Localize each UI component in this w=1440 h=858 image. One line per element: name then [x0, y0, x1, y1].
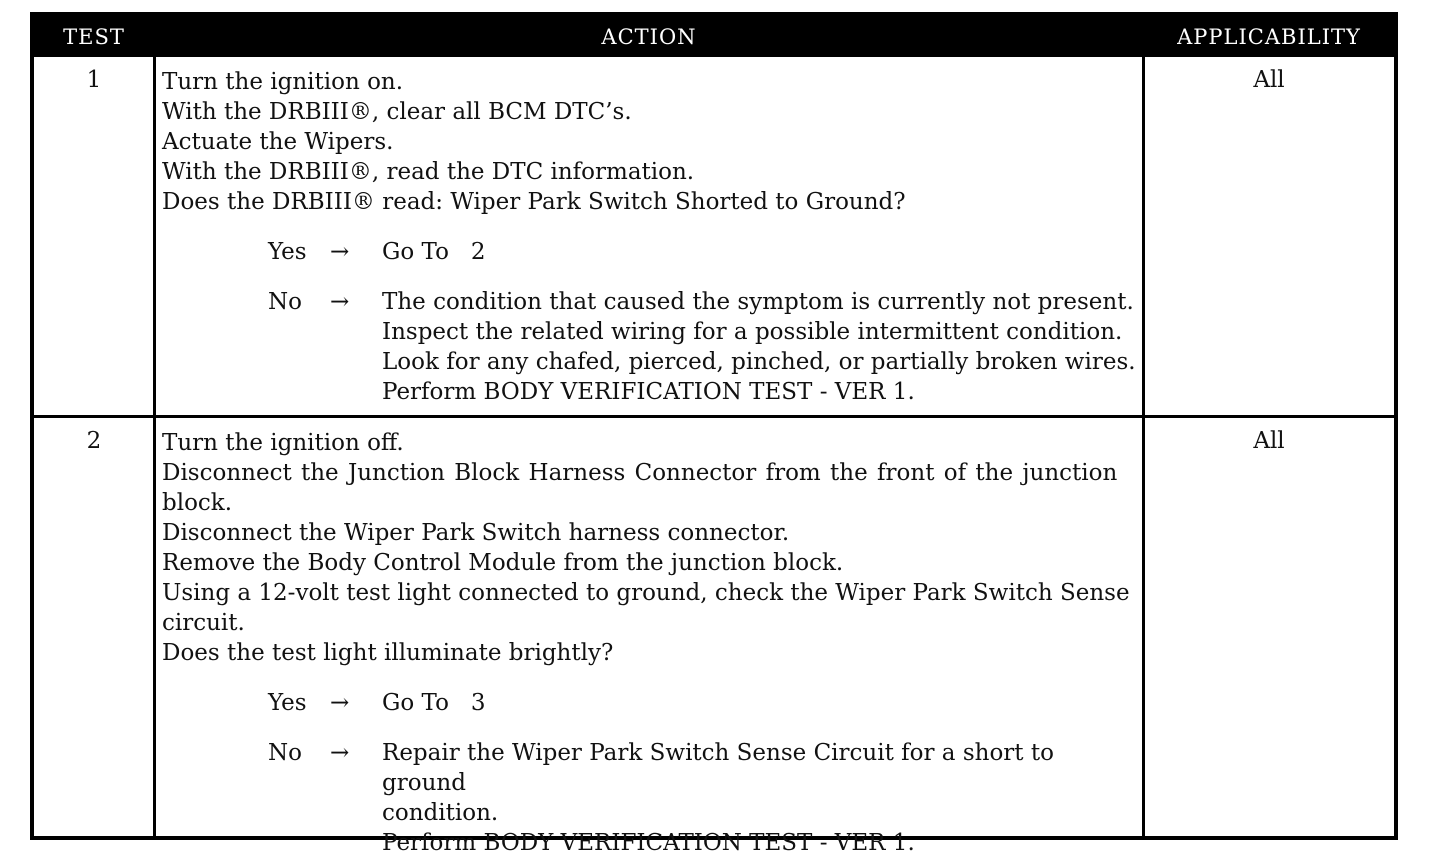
- action-step: Turn the ignition on.: [162, 69, 404, 95]
- yes-branch: [162, 237, 1137, 267]
- action-cell: [162, 67, 1137, 407]
- action-step: Does the test light illuminate brightly?: [162, 640, 614, 666]
- no-result-line: Inspect the related wiring for a possible intermittent condition.: [382, 319, 1123, 345]
- action-step: Actuate the Wipers.: [162, 129, 394, 155]
- no-branch: [162, 287, 1137, 407]
- no-result-line: Perform BODY VERIFICATION TEST - VER 1.: [382, 379, 915, 405]
- arrow-icon: →: [330, 690, 350, 716]
- no-branch: [162, 738, 1137, 858]
- arrow-icon: →: [330, 289, 350, 315]
- arrow-icon: →: [330, 740, 350, 766]
- action-step: Disconnect the Wiper Park Switch harness connector.: [162, 520, 790, 546]
- test-number: 2: [86, 428, 102, 454]
- applicability-value: All: [1253, 428, 1285, 454]
- action-step: With the DRBIII®, clear all BCM DTC’s.: [162, 99, 632, 125]
- arrow-icon: →: [330, 239, 350, 265]
- action-step: block.: [162, 490, 233, 516]
- header-applicability: APPLICABILITY: [1177, 25, 1361, 49]
- action-cell: [162, 428, 1137, 858]
- table-row: [34, 57, 1394, 415]
- table-row: [34, 418, 1394, 856]
- action-step: Turn the ignition off.: [162, 430, 404, 456]
- no-result-line: The condition that caused the symptom is currently not present.: [382, 289, 1134, 315]
- action-step: Does the DRBIII® read: Wiper Park Switch Shorted to Ground?: [162, 189, 906, 215]
- no-result-line: Look for any chafed, pierced, pinched, or partially broken wires.: [382, 349, 1136, 375]
- no-result-line: condition.: [382, 800, 499, 826]
- action-step: Remove the Body Control Module from the junction block.: [162, 550, 844, 576]
- test-number: 1: [86, 67, 102, 93]
- no-result-line: Repair the Wiper Park Switch Sense Circuit for a short to ground: [382, 740, 1054, 796]
- action-step: Using a 12-volt test light connected to ground, check the Wiper Park Switch Sense: [162, 580, 1130, 606]
- diagnostic-test-table: [30, 12, 1398, 856]
- yes-result: Go To 3: [382, 690, 486, 716]
- no-result-line: Perform BODY VERIFICATION TEST - VER 1.: [382, 830, 915, 856]
- applicability-value: All: [1253, 67, 1285, 93]
- no-label: No: [268, 289, 302, 315]
- yes-label: Yes: [268, 239, 307, 265]
- yes-result: Go To 2: [382, 239, 486, 265]
- no-label: No: [268, 740, 302, 766]
- action-step: Disconnect the Junction Block Harness Connector from the front of the junction: [162, 460, 1118, 486]
- action-step: circuit.: [162, 610, 245, 636]
- action-step: With the DRBIII®, read the DTC information.: [162, 159, 695, 185]
- header-action: ACTION: [601, 25, 697, 49]
- header-test: TEST: [63, 25, 125, 49]
- yes-branch: [162, 688, 1137, 718]
- yes-label: Yes: [268, 690, 307, 716]
- table-header: [34, 16, 1394, 57]
